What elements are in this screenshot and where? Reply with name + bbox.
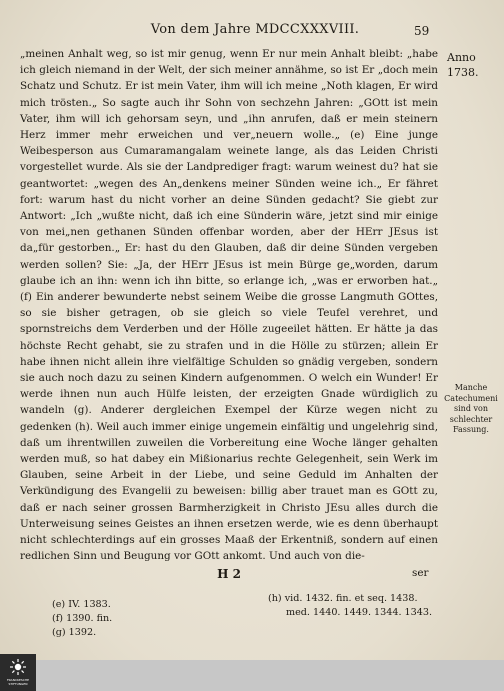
margin-year-label: Anno (447, 51, 476, 64)
library-logo-caption: FRANCKESCHE STIFTUNGEN (6, 678, 30, 686)
signature-mark: H 2 (217, 567, 241, 581)
running-head: Von dem Jahre MDCCXXXVIII. (150, 22, 360, 37)
page-number: 59 (414, 24, 430, 38)
footnote-f: (f) 1390. fin. (52, 613, 113, 624)
body-paragraph: „meinen Anhalt weg, so ist mir genug, wenn Er nur mein Anhalt bleibt: „habe ich gleich niemand in der Welt, der sich meiner annähme, so ist Er „doch mein Schatz und Schutz. Er ist mein Vater, ihm will ich meine „Noth klagen, Er wird mich trösten.„ So sagte auch ihr Sohn von sechzehn Jahren: „GOtt ist mein Vater, ihm will ich gehorsam seyn, und „ihn anrufen, daß er mein steinern Herz immer mehr erweichen und ver„neuern wolle.„ (e) Eine junge Weibesperson aus Cumaramangalam weinete lange, als das Leiden Christi vorgestellet wurde. Als sie der Landprediger fragt: warum weinest du? hat sie geantwortet: „wegen des An„denkens meiner Sünden weine ich.„ Er fähret fort: warum hast du nicht vorher an deine Sünden gedacht? Sie giebt zur Antwort: „Ich „wußte nicht, daß ich eine Sünderin wäre, jetzt sind mir einige von mei„nen gethanen Sünden offenbar worden, aber der HErr JEsus ist da„für gestorben.„ Er: hast du den Glauben, daß dir deine Sünden vergeben werden sollen? Sie: „Ja, der HErr JEsus ist mein Bürge ge„worden, darum glaube ich an ihn: wenn ich ihn bitte, so erlange ich, „was er erworben hat.„ (f) Ein anderer bewunderte nebst seinem Weibe die grosse Langmuth GOttes, so sie bisher getragen, ob sie gleich so viele Teufel verehret, und spornstreichs dem Verderben und der Hölle zugeeilet hätten. Er hätte ja das höchste Recht gehabt, sie zu strafen und in die Hölle zu stürzen; allein Er habe ihnen nicht allein ihre vielfältige Schulden so gnädig vergeben, sondern sie auch noch dazu zu seinen Kindern aufgenommen. O welch ein Wunder! Er werde ihnen nun auch Hülfe leisten, der erzeigten Gnade würdiglich zu wandeln (g). Anderer dergleichen Exempel der Kürze wegen nicht zu gedenken (h). Weil auch immer einige ungemein einfältig und ungelehrig sind, daß um ihrentwillen zuweilen die Vorbereitung eine Woche länger gehalten werden muß, so hat dabey ein Mißionarius rechte Gelegenheit, sein Werk im Glauben, seine Arbeit in der Liebe, und seine Geduld im Anhalten der Verkündigung des Evangelii zu beweisen: billig aber trauet man es GOtt zu, daß er nach seiner grossen Barmherzigkeit in Christo JEsu alles durch die Unterweisung seines Geistes an ihnen ersetzen werde, wie es denn überhaupt nicht schlechterdings auf ein grosses Maaß der Erkentniß, sondern auf einen redlichen Sinn und Beugung vor GOtt ankomt. Und auch von die- (20, 48, 438, 563)
footnotes-left (52, 598, 212, 640)
margin-year-value: 1738. (447, 66, 479, 79)
footnotes-right (268, 592, 448, 620)
library-logo (0, 654, 36, 691)
margin-note: Manche Catechumeni sind von schlechter Fassung. (444, 383, 498, 434)
catchword: ser (412, 567, 429, 579)
footnote-g: (g) 1392. (52, 627, 97, 638)
footnote-h: (h) vid. 1432. fin. et seq. 1438. (268, 593, 418, 604)
main-text (20, 46, 438, 565)
margin-year (447, 50, 495, 80)
footnote-h-continued: med. 1440. 1449. 1344. 1343. (286, 607, 433, 618)
scan-border (36, 660, 504, 691)
sun-emblem-icon (9, 658, 27, 676)
footnote-e: (e) IV. 1383. (52, 599, 111, 610)
